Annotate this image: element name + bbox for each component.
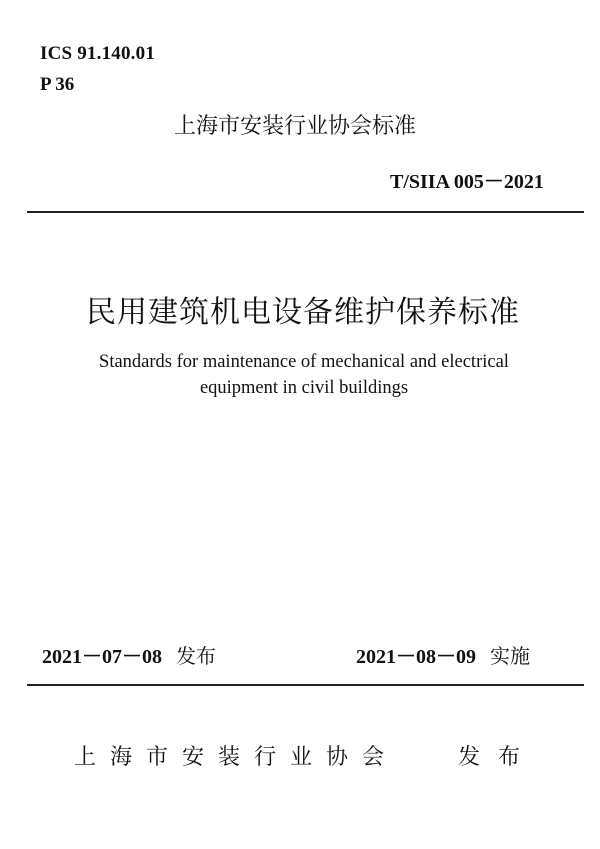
standard-number: T/SIIA 005－2021 [390, 171, 544, 193]
classification-code: P 36 [40, 74, 75, 95]
ics-code: ICS 91.140.01 [40, 43, 156, 64]
publish-date: 2021－07－08 [42, 646, 162, 668]
implementation-date-group [356, 646, 530, 667]
implementation-date: 2021－08－09 [356, 646, 476, 668]
issue-label: 发布 [458, 745, 539, 770]
implementation-label: 实施 [490, 644, 530, 668]
publish-label: 发布 [176, 644, 216, 668]
publish-date-group [42, 646, 216, 667]
english-title-line-2: equipment in civil buildings [199, 378, 409, 398]
top-divider [27, 211, 584, 213]
english-title-line-1: Standards for maintenance of mechanical and electrical [99, 352, 509, 372]
chinese-title: 民用建筑机电设备维护保养标准 [86, 295, 520, 330]
english-title [40, 349, 568, 401]
issuing-organization: 上海市安装行业协会 [74, 745, 399, 770]
organization-standard-heading: 上海市安装行业协会标准 [174, 114, 417, 139]
bottom-divider [27, 684, 584, 686]
